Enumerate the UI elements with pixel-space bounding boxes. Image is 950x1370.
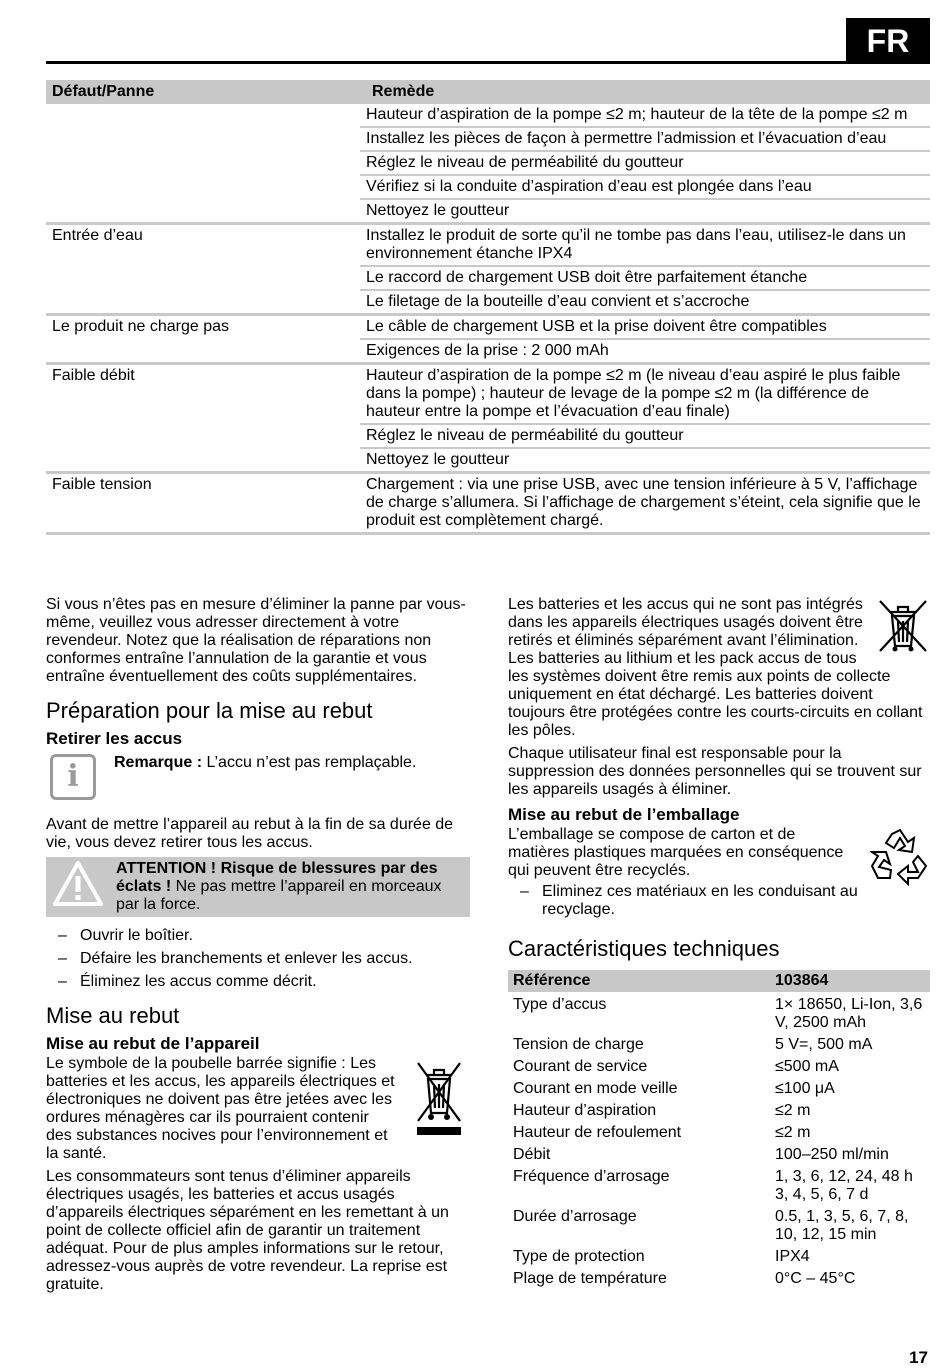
remedy-item: Nettoyez le goutteur	[360, 198, 930, 222]
left-column	[46, 596, 470, 1299]
spec-label: Fréquence d’arrosage	[513, 1168, 670, 1185]
troubleshooting-row	[46, 104, 930, 225]
note-label: Remarque :	[114, 754, 203, 771]
recycle-icon	[870, 826, 930, 924]
spec-row	[508, 1146, 930, 1164]
fault-cell: Entrée d’eau	[52, 227, 143, 244]
spec-value: ≤100 μA	[775, 1080, 835, 1097]
warning-icon	[52, 860, 104, 914]
warning-body: Ne pas mettre l’appareil en morceaux par la force.	[116, 878, 442, 913]
spec-value: 100–250 ml/min	[775, 1146, 889, 1163]
remedy-column-header: Remède	[372, 83, 435, 100]
remedy-item: Vérifiez si la conduite d’aspiration d’eau est plongée dans l’eau	[360, 174, 930, 198]
spec-row	[508, 1168, 930, 1204]
specs-ref-label: Référence	[513, 972, 591, 989]
preparation-heading: Préparation pour la mise au rebut	[46, 698, 373, 723]
fault-cell: Faible débit	[52, 367, 135, 384]
spec-value: 0°C – 45°C	[775, 1270, 856, 1287]
note-text	[114, 750, 416, 800]
remedies-cell	[360, 104, 930, 222]
spec-row	[508, 1080, 930, 1098]
before-disposal-paragraph: Avant de mettre l’appareil au rebut à la fin de sa durée de vie, vous devez retirer tous les accus.	[46, 816, 454, 851]
troubleshooting-header-row	[46, 80, 930, 104]
language-badge: FR	[846, 18, 930, 64]
troubleshooting-table	[46, 80, 930, 535]
packaging-step-item: – Eliminez ces matériaux en les conduisant au recyclage.	[508, 883, 858, 919]
spec-row	[508, 1102, 930, 1120]
spec-label: Débit	[513, 1146, 551, 1163]
spec-value: ≤2 m	[775, 1102, 811, 1119]
spec-label: Courant de service	[513, 1058, 648, 1075]
spec-label: Tension de charge	[513, 1036, 644, 1053]
spec-value: 5 V=, 500 mA	[775, 1036, 873, 1053]
consumers-paragraph: Les consommateurs sont tenus d’éliminer appareils électriques usagés, les batteries et accus usagés d’appareils électriques séparément en les remettant à un point de collecte officiel afin de garantir un traitement adéquat. Pour de plus amples informations sur le retour, adressez-vous auprès de votre revendeur. La reprise est gratuite.	[46, 1168, 449, 1293]
warning-box	[46, 857, 470, 917]
device-disposal-block	[46, 1055, 470, 1168]
remedy-item: Nettoyez le goutteur	[360, 447, 930, 471]
spec-row	[508, 996, 930, 1032]
spec-label: Plage de température	[513, 1270, 667, 1287]
removal-step-item: – Défaire les branchements et enlever les accus.	[46, 950, 470, 968]
spec-value: 0.5, 1, 3, 5, 6, 7, 8, 10, 12, 15 min	[775, 1208, 909, 1243]
spec-value: ≤500 mA	[775, 1058, 839, 1075]
batteries-text: Les batteries et les accus qui ne sont pas intégrés dans les appareils électriques usagés doivent être retirés et éliminés séparément avant l’élimination. Les batteries au lithium et les pack accus de tous les systèmes doivent être remis aux points de collecte uniquement en état déchargé. Les batteries doivent toujours être protégées contre les courts-circuits en collant les pôles.	[508, 596, 923, 739]
spec-label: Hauteur de refoulement	[513, 1124, 682, 1141]
spec-row	[508, 1248, 930, 1266]
remedy-item: Le filetage de la bouteille d’eau convient et s’accroche	[360, 289, 930, 313]
specs-table	[508, 970, 930, 1288]
top-rule	[46, 61, 930, 64]
spec-label: Courant en mode veille	[513, 1080, 678, 1097]
warning-label: ATTENTION ! Risque de blessures par des éclats !	[116, 860, 438, 895]
note-block	[46, 750, 470, 800]
remedy-item: Réglez le niveau de perméabilité du goutteur	[360, 150, 930, 174]
user-responsibility-paragraph: Chaque utilisateur final est responsable pour la suppression des données personnelles qui se trouvent sur les appareils usagés à éliminer.	[508, 745, 922, 798]
remedy-item: Installez les pièces de façon à permettre l’admission et l’évacuation d’eau	[360, 126, 930, 150]
spec-row	[508, 1036, 930, 1054]
batteries-paragraph	[508, 596, 930, 740]
remove-batteries-heading: Retirer les accus	[46, 729, 183, 748]
fault-cell	[46, 104, 360, 222]
troubleshooting-row	[46, 316, 930, 365]
info-icon: i	[50, 754, 96, 800]
packaging-text-block	[508, 826, 858, 924]
remedies-cell	[360, 225, 930, 313]
spec-row	[508, 1208, 930, 1244]
removal-steps-list	[46, 927, 470, 991]
troubleshooting-row	[46, 365, 930, 474]
packaging-steps-list	[508, 883, 858, 919]
spec-value: IPX4	[775, 1248, 810, 1265]
remedy-item: Hauteur d’aspiration de la pompe ≤2 m; hauteur de la tête de la pompe ≤2 m	[366, 106, 908, 123]
specs-ref-value: 103864	[775, 972, 829, 989]
remedies-cell	[360, 316, 930, 362]
intro-paragraph: Si vous n’êtes pas en mesure d’éliminer la panne par vous-même, veuillez vous adresser directement à votre revendeur. Notez que la réalisation de réparations non conformes entraîne l’annulation de la garantie et vous entraîne éventuellement des coûts supplémentaires.	[46, 596, 466, 685]
warning-text	[116, 860, 462, 914]
troubleshooting-row	[46, 225, 930, 316]
remedy-item: Installez le produit de sorte qu’il ne tombe pas dans l’eau, utilisez-le dans un environnement étanche IPX4	[366, 227, 906, 262]
specs-heading: Caractéristiques techniques	[508, 936, 780, 961]
troubleshooting-row	[46, 474, 930, 535]
spec-label: Hauteur d’aspiration	[513, 1102, 657, 1119]
remedies-cell	[360, 365, 930, 471]
removal-step-item: – Éliminez les accus comme décrit.	[46, 973, 470, 991]
spec-value: ≤2 m	[775, 1124, 811, 1141]
disposal-heading: Mise au rebut	[46, 1003, 180, 1028]
fault-cell: Le produit ne charge pas	[52, 318, 230, 335]
right-column	[508, 596, 930, 1288]
crossed-bin-small-icon	[876, 598, 930, 659]
spec-value: 1, 3, 6, 12, 24, 48 h 3, 4, 5, 6, 7 d	[775, 1168, 913, 1203]
spec-value: 1× 18650, Li-Ion, 3,6 V, 2500 mAh	[775, 996, 923, 1031]
crossed-bin-icon	[414, 1057, 464, 1168]
spec-row	[508, 1124, 930, 1142]
fault-cell: Faible tension	[52, 476, 152, 493]
remedy-item: Le câble de chargement USB et la prise doivent être compatibles	[366, 318, 827, 335]
spec-row	[508, 1058, 930, 1076]
remedy-item: Réglez le niveau de perméabilité du goutteur	[360, 423, 930, 447]
batteries-block	[508, 596, 930, 740]
specs-rows	[508, 996, 930, 1288]
remedies-cell	[360, 474, 930, 532]
packaging-paragraph: L’emballage se compose de carton et de matières plastiques marquées en conséquence qui peuvent être recyclés.	[508, 826, 844, 879]
remedy-item: Exigences de la prise : 2 000 mAh	[360, 338, 930, 362]
remedy-item: Le raccord de chargement USB doit être parfaitement étanche	[360, 265, 930, 289]
note-body: L’accu n’est pas remplaçable.	[202, 754, 417, 771]
spec-label: Type de protection	[513, 1248, 645, 1265]
packaging-block	[508, 826, 930, 924]
fault-column-header: Défaut/Panne	[52, 83, 155, 100]
specs-header-row	[508, 970, 930, 992]
removal-step-item: – Ouvrir le boîtier.	[46, 927, 470, 945]
device-disposal-paragraph: Le symbole de la poubelle barrée signifie : Les batteries et les accus, les appareils électriques et électroniques ne doivent pas être jetées avec les ordures ménagères car ils pourraient contenir des substances nocives pour l’environnement et la santé.	[46, 1055, 395, 1162]
spec-label: Type d’accus	[513, 996, 607, 1013]
remedy-item: Hauteur d’aspiration de la pompe ≤2 m (le niveau d’eau aspiré le plus faible dans la pompe) ; hauteur de levage de la pompe ≤2 m (la différence de hauteur entre la pompe et l’évacuation d’eau finale)	[366, 367, 901, 420]
device-disposal-heading: Mise au rebut de l’appareil	[46, 1034, 260, 1053]
page-number: 17	[909, 1348, 928, 1367]
remedy-item: Chargement : via une prise USB, avec une tension inférieure à 5 V, l’affichage de charge s’allumera. Si l’affichage de chargement s’éteint, cela signifie que le produit est complètement chargé.	[366, 476, 921, 529]
troubleshooting-body	[46, 104, 930, 535]
spec-label: Durée d’arrosage	[513, 1208, 637, 1225]
packaging-disposal-heading: Mise au rebut de l’emballage	[508, 805, 740, 824]
spec-row	[508, 1270, 930, 1288]
